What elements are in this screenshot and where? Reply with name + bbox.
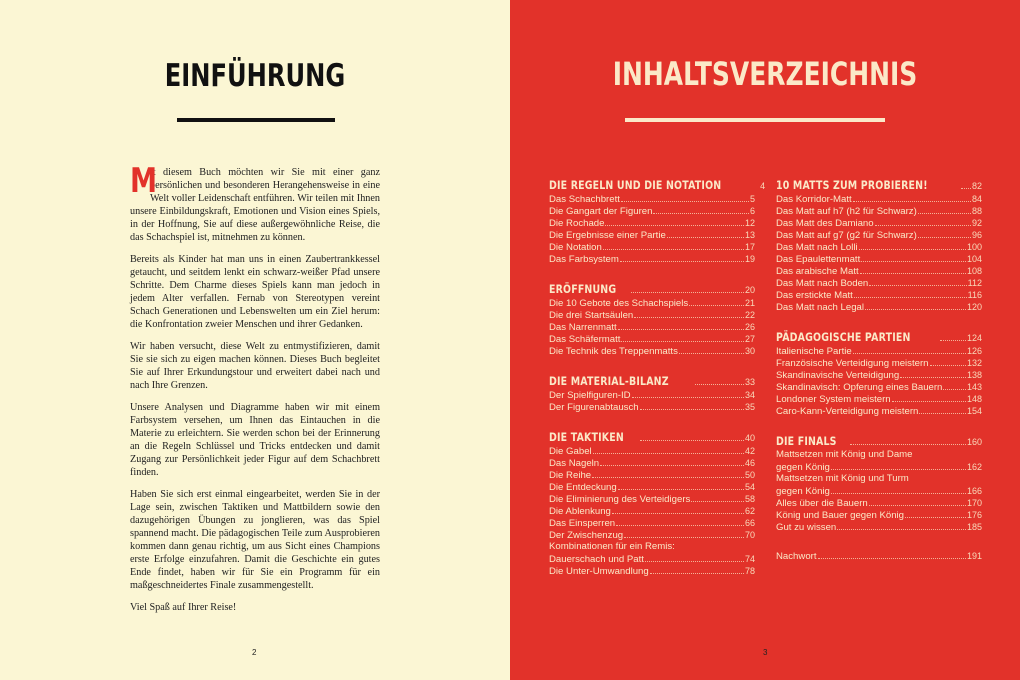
toc-entry-label: Das Narrenmatt: [549, 322, 617, 333]
toc-entry[interactable]: [776, 509, 982, 521]
toc-entry-label: Italienische Partie: [776, 346, 852, 357]
toc-entry[interactable]: [549, 217, 755, 229]
toc-leader: [612, 513, 744, 514]
toc-entry-label: König und Bauer gegen König: [776, 510, 905, 521]
toc-entry-label: Das Farbsystem: [549, 254, 619, 265]
toc-page-number: 126: [966, 346, 982, 356]
toc-leader: [905, 517, 966, 518]
toc-entry[interactable]: [776, 301, 982, 313]
toc-entry[interactable]: [776, 393, 982, 405]
toc-page-number: 19: [744, 254, 755, 264]
toc-column-1: [549, 178, 766, 594]
toc-page-number: 5: [749, 194, 755, 204]
toc-page-number: 82: [971, 181, 982, 191]
toc-page-number: 40: [744, 433, 755, 443]
toc-entry[interactable]: [549, 469, 755, 481]
toc-page-number: 74: [744, 554, 755, 564]
toc-leader: [616, 525, 744, 526]
toc-page-number: 20: [744, 285, 755, 295]
toc-section: [549, 282, 755, 357]
toc-entry-label: Mattsetzen mit König und Dame: [776, 449, 913, 460]
toc-section-heading[interactable]: [549, 282, 755, 296]
toc-entry-label: Die Reihe: [549, 470, 592, 481]
toc-entry-label: Das Matt des Damiano: [776, 218, 874, 229]
toc-page-number: 17: [744, 242, 755, 252]
intro-paragraph-2: Bereits als Kinder hat man uns in einen Zaubertrankkessel getaucht, und seitdem lenkt ein schwarz-weißer Pfad unsere Schritte. Dem Charme dieses Spiels kann man jedoch in jedem Alter verfallen. Fernab von Stereotypen vereint Schach Generationen und Lebenswelten um ein Ziel herum: die Konfrontation zweier Menschen und ihrer Gedanken.: [130, 254, 380, 330]
toc-page-number: 12: [744, 218, 755, 228]
toc-section: [776, 178, 982, 313]
toc-page-number: 154: [966, 406, 982, 416]
toc-page-number: 84: [971, 194, 982, 204]
toc-entry-label: Londoner System meistern: [776, 394, 891, 405]
toc-entry[interactable]: [776, 193, 982, 205]
toc-leader: [869, 285, 966, 286]
toc-entry-label: Kombinationen für ein Remis:: [549, 541, 675, 552]
toc-page-number: 13: [744, 230, 755, 240]
toc-entry-label: Der Spielfiguren-ID: [549, 390, 631, 401]
toc-entry[interactable]: [549, 321, 755, 333]
toc-entry-label-line2: Dauerschach und Patt: [549, 554, 644, 565]
toc-section-heading[interactable]: [549, 178, 766, 192]
intro-paragraph-5: Haben Sie sich erst einmal eingearbeitet, werden Sie in der Lage sein, zwischen Taktiken und Mattbildern sowie den dazugehörigen Übungen zu jonglieren, was das Spiel spannend macht. Die pädagogischen Teile zum Ausprobieren kommen dann genau richtig, um aus Sicht eines Champions erste Erfolge einzufahren. Damit die Geschichte ein gutes Ende findet, haben wir für Sie ein Programm für ein maßgeschneidertes Finale zusammengestellt.: [130, 489, 380, 591]
toc-entry[interactable]: [776, 229, 982, 241]
toc-entry-label: Das Epaulettenmatt: [776, 254, 861, 265]
page-number-left: 2: [252, 648, 257, 657]
toc-entry-label-line2: gegen König: [776, 486, 830, 497]
toc-leader: [603, 249, 744, 250]
toc-page-number: 96: [971, 230, 982, 240]
toc-entry[interactable]: [549, 241, 755, 253]
toc-leader: [621, 341, 744, 342]
toc-page-number: 30: [744, 346, 755, 356]
toc-entry-label: Die 10 Gebote des Schachspiels: [549, 298, 689, 309]
toc-leader: [640, 440, 744, 441]
toc-entry-label: Das Einsperren: [549, 518, 616, 529]
toc-entry[interactable]: [776, 217, 982, 229]
toc-page-number: 54: [744, 482, 755, 492]
toc-entry-label: Mattsetzen mit König und Turm: [776, 473, 909, 484]
toc-page-number: 46: [744, 458, 755, 468]
toc-entry-label: Die Technik des Treppenmatts: [549, 346, 678, 357]
toc-entry[interactable]: [549, 309, 755, 321]
toc-leader: [853, 201, 971, 202]
toc-leader: [645, 561, 744, 562]
toc-page-number: 58: [744, 494, 755, 504]
toc-entry[interactable]: [549, 493, 755, 505]
toc-leader: [691, 501, 744, 502]
page-number-right: 3: [763, 648, 768, 657]
toc-entry[interactable]: [549, 401, 755, 413]
toc-section: [549, 374, 755, 413]
toc-leader: [918, 213, 971, 214]
toc-section: [776, 434, 982, 533]
toc-entry[interactable]: [549, 345, 755, 357]
toc-page-number: 78: [744, 566, 755, 576]
toc-page-number: 185: [966, 522, 982, 532]
toc-entry[interactable]: [776, 405, 982, 417]
toc-leader: [961, 188, 971, 189]
toc-entry[interactable]: [776, 345, 982, 357]
toc-entry-label: Die drei Startsäulen: [549, 310, 634, 321]
toc-entry[interactable]: [776, 357, 982, 369]
toc-entry-label: Skandinavisch: Opferung eines Bauern: [776, 382, 943, 393]
toc-entry-label-line2: gegen König: [776, 462, 830, 473]
intro-paragraph-1-text: it diesem Buch möchten wir Sie mit einer ganz persönlichen und besonderen Herangehensweise in eine Welt voller Leidenschaft entführen. Wir teilen mit Ihnen unsere Einbildungskraft, Emotionen und Vision eines Spiels, in der Hoffnung, Sie auf diese außergewöhnliche Reise, die das Schachspiel ist, mitnehmen zu können.: [130, 167, 380, 243]
toc-entry-label: Die Rochade: [549, 218, 605, 229]
toc-entry-label: Das Matt auf g7 (g2 für Schwarz): [776, 230, 917, 241]
toc-page-number: 162: [966, 462, 982, 472]
toc-page-number: 112: [967, 278, 982, 288]
toc-entry[interactable]: [776, 497, 982, 509]
toc-entry[interactable]: [549, 529, 755, 541]
toc-leader: [650, 573, 744, 574]
toc-entry[interactable]: [549, 565, 755, 577]
toc-leader: [592, 477, 744, 478]
toc-entry[interactable]: [776, 473, 982, 485]
toc-entry[interactable]: [776, 253, 982, 265]
toc-entry[interactable]: [549, 517, 755, 529]
toc-leader: [859, 249, 966, 250]
toc-page-number: 88: [971, 206, 982, 216]
toc-entry[interactable]: [549, 205, 755, 217]
toc-entry-label: Die Gangart der Figuren: [549, 206, 653, 217]
toc-leader: [818, 558, 966, 559]
toc-section-heading[interactable]: [776, 178, 982, 192]
toc-leader: [689, 305, 744, 306]
toc-page-number: 70: [744, 530, 755, 540]
toc-heading-label: DIE REGELN UND DIE NOTATION: [549, 178, 722, 192]
toc-entry-label: Das arabische Matt: [776, 266, 859, 277]
toc-entry[interactable]: [549, 253, 755, 265]
toc-leader: [667, 237, 744, 238]
toc-entry-label: Gut zu wissen: [776, 522, 837, 533]
toc-leader: [618, 489, 744, 490]
toc-section-heading[interactable]: [549, 430, 755, 444]
toc-leader: [860, 273, 966, 274]
dropcap: M: [130, 161, 158, 201]
toc-leader: [632, 397, 744, 398]
toc-heading-label: DIE TAKTIKEN: [549, 430, 624, 444]
toc-entry[interactable]: [776, 241, 982, 253]
toc-leader: [620, 261, 744, 262]
toc-page-number: 108: [966, 266, 982, 276]
toc-entry-label: Caro-Kann-Verteidigung meistern: [776, 406, 919, 417]
toc-leader: [653, 213, 749, 214]
toc-entry-label: Französische Verteidigung meistern: [776, 358, 929, 369]
toc-page-number: 33: [744, 377, 755, 387]
toc-entry[interactable]: [549, 457, 755, 469]
toc-entry-label: Das Matt nach Lolli: [776, 242, 858, 253]
toc-entry[interactable]: [549, 541, 755, 553]
toc-page-number: 34: [744, 390, 755, 400]
intro-body: [130, 161, 380, 623]
toc-page-number: 26: [744, 322, 755, 332]
toc-entry[interactable]: [776, 205, 982, 217]
toc-leader: [831, 469, 966, 470]
toc-page-number: 120: [966, 302, 982, 312]
toc-page-number: 27: [744, 334, 755, 344]
toc-page-number: 138: [966, 370, 982, 380]
toc-page-number: 62: [744, 506, 755, 516]
intro-paragraph-3: Wir haben versucht, diese Welt zu entmystifizieren, damit Sie sie sich zu eigen machen können. Dieses Buch begleitet Sie auf Ihrer Erkundungstour und erweitert dabei nach und nach Ihre Grenzen.: [130, 341, 380, 391]
toc-leader: [875, 225, 971, 226]
toc-entry[interactable]: [549, 481, 755, 493]
toc-heading-label: PÄDAGOGISCHE PARTIEN: [776, 330, 911, 344]
toc-entry-label: Die Ergebnisse einer Partie: [549, 230, 666, 241]
toc-leader: [892, 401, 966, 402]
toc-leader: [918, 237, 971, 238]
toc-leader: [605, 225, 744, 226]
toc-entry-label: Skandinavische Verteidigung: [776, 370, 900, 381]
toc-section: [549, 430, 755, 577]
toc-leader: [853, 353, 966, 354]
toc-page-number: 100: [966, 242, 982, 252]
toc-leader: [850, 444, 966, 445]
toc-entry[interactable]: [776, 265, 982, 277]
intro-paragraph-1: [130, 161, 380, 244]
toc-entry-label: Die Entdeckung: [549, 482, 617, 493]
toc-entry-label: Das Korridor-Matt: [776, 194, 852, 205]
toc-entry-label: Das Matt nach Legal: [776, 302, 864, 313]
toc-page-number: 116: [967, 290, 982, 300]
toc-leader: [865, 309, 966, 310]
toc-title-rule: [625, 118, 885, 122]
toc-entry[interactable]: [549, 389, 755, 401]
toc-leader: [940, 340, 966, 341]
toc-leader: [618, 329, 744, 330]
toc-entry-label: Das erstickte Matt: [776, 290, 853, 301]
toc-page-number: 166: [966, 486, 982, 496]
toc-leader: [930, 365, 966, 366]
toc-leader: [679, 353, 744, 354]
toc-entry[interactable]: [549, 505, 755, 517]
toc-leader: [624, 537, 744, 538]
toc-entry[interactable]: [549, 297, 755, 309]
toc-leader: [837, 529, 966, 530]
toc-entry[interactable]: [776, 550, 982, 562]
toc-entry[interactable]: [776, 381, 982, 393]
toc-leader: [831, 493, 966, 494]
toc-leader: [600, 465, 744, 466]
toc-leader: [621, 201, 749, 202]
toc-section: [549, 178, 766, 265]
toc-entry-label: Das Schäfermatt: [549, 334, 621, 345]
toc-leader: [869, 505, 966, 506]
toc-section-heading[interactable]: [776, 434, 982, 448]
toc-entry-continuation[interactable]: [776, 461, 982, 473]
toc-entry-label: Die Unter-Umwandlung: [549, 566, 649, 577]
toc-section: [776, 330, 982, 417]
toc-entry[interactable]: [776, 289, 982, 301]
toc-entry-label: Der Figurenabtausch: [549, 402, 639, 413]
toc-page-number: 42: [744, 446, 755, 456]
toc-entry[interactable]: [776, 277, 982, 289]
toc-entry-label: Das Nageln: [549, 458, 600, 469]
toc-entry[interactable]: [776, 369, 982, 381]
toc-leader: [854, 297, 967, 298]
toc-entry-label: Die Gabel: [549, 446, 592, 457]
toc-page-number: 160: [966, 437, 982, 447]
toc-entry-label: Die Ablenkung: [549, 506, 611, 517]
toc-page-number: 143: [966, 382, 982, 392]
toc-entry-label: Alles über die Bauern: [776, 498, 868, 509]
toc-page-number: 124: [966, 333, 982, 343]
toc-page-number: 4: [760, 181, 766, 191]
toc-entry[interactable]: [549, 445, 755, 457]
toc-title: INHALTSVERZEICHNIS: [612, 55, 918, 93]
toc-column-2: [776, 178, 982, 579]
toc-heading-label: 10 MATTS ZUM PROBIEREN!: [776, 178, 928, 192]
toc-page-number: 104: [966, 254, 982, 264]
toc-heading-label: DIE MATERIAL-BILANZ: [549, 374, 669, 388]
toc-page-number: 50: [744, 470, 755, 480]
toc-entry-label: Die Eliminierung des Verteidigers: [549, 494, 691, 505]
toc-entry-continuation[interactable]: [549, 553, 755, 565]
toc-entry-label: Nachwort: [776, 551, 817, 562]
toc-page-number: 191: [966, 551, 982, 561]
intro-title: EINFÜHRUNG: [164, 58, 346, 94]
toc-page-number: 66: [744, 518, 755, 528]
toc-entry-label: Das Matt auf h7 (h2 für Schwarz): [776, 206, 917, 217]
toc-entry-label: Das Schachbrett: [549, 194, 620, 205]
toc-entry-continuation[interactable]: [776, 485, 982, 497]
toc-page-number: 176: [966, 510, 982, 520]
toc-leader: [640, 409, 744, 410]
toc-entry[interactable]: [776, 521, 982, 533]
toc-page-number: 92: [971, 218, 982, 228]
toc-page-number: 132: [966, 358, 982, 368]
toc-heading-label: DIE FINALS: [776, 434, 837, 448]
toc-section-heading[interactable]: [776, 330, 982, 344]
toc-page-number: 148: [966, 394, 982, 404]
toc-page-number: 170: [966, 498, 982, 508]
toc-leader: [919, 413, 966, 414]
toc-entry-label: Der Zwischenzug: [549, 530, 624, 541]
toc-leader: [861, 261, 966, 262]
toc-leader: [593, 453, 744, 454]
toc-entry[interactable]: [549, 193, 755, 205]
toc-leader: [943, 389, 966, 390]
intro-title-rule: [177, 118, 335, 122]
toc-leader: [634, 317, 744, 318]
toc-leader: [631, 292, 744, 293]
toc-entry[interactable]: [549, 229, 755, 241]
toc-page-number: 22: [744, 310, 755, 320]
toc-page-number: 21: [744, 298, 755, 308]
toc-section: [776, 550, 982, 562]
toc-entry[interactable]: [549, 333, 755, 345]
toc-entry[interactable]: [776, 449, 982, 461]
toc-entry-label: Das Matt nach Boden: [776, 278, 869, 289]
toc-heading-label: ERÖFFNUNG: [549, 282, 617, 296]
toc-page-number: 35: [744, 402, 755, 412]
toc-entry-label: Die Notation: [549, 242, 602, 253]
toc-leader: [695, 384, 744, 385]
toc-leader: [900, 377, 966, 378]
intro-paragraph-4: Unsere Analysen und Diagramme haben wir mit einem Farbsystem versehen, um Ihnen das Eintauchen in die Materie zu erleichtern. Sie werden schon bei der Erinnerung an die Regeln Schlüssel und Tricks entdecken und damit Zugang zur Persönlichkeit jeder Figur auf dem Schachbrett finden.: [130, 402, 380, 478]
toc-page-number: 6: [749, 206, 755, 216]
toc-section-heading[interactable]: [549, 374, 755, 388]
intro-paragraph-6: Viel Spaß auf Ihrer Reise!: [130, 602, 237, 613]
